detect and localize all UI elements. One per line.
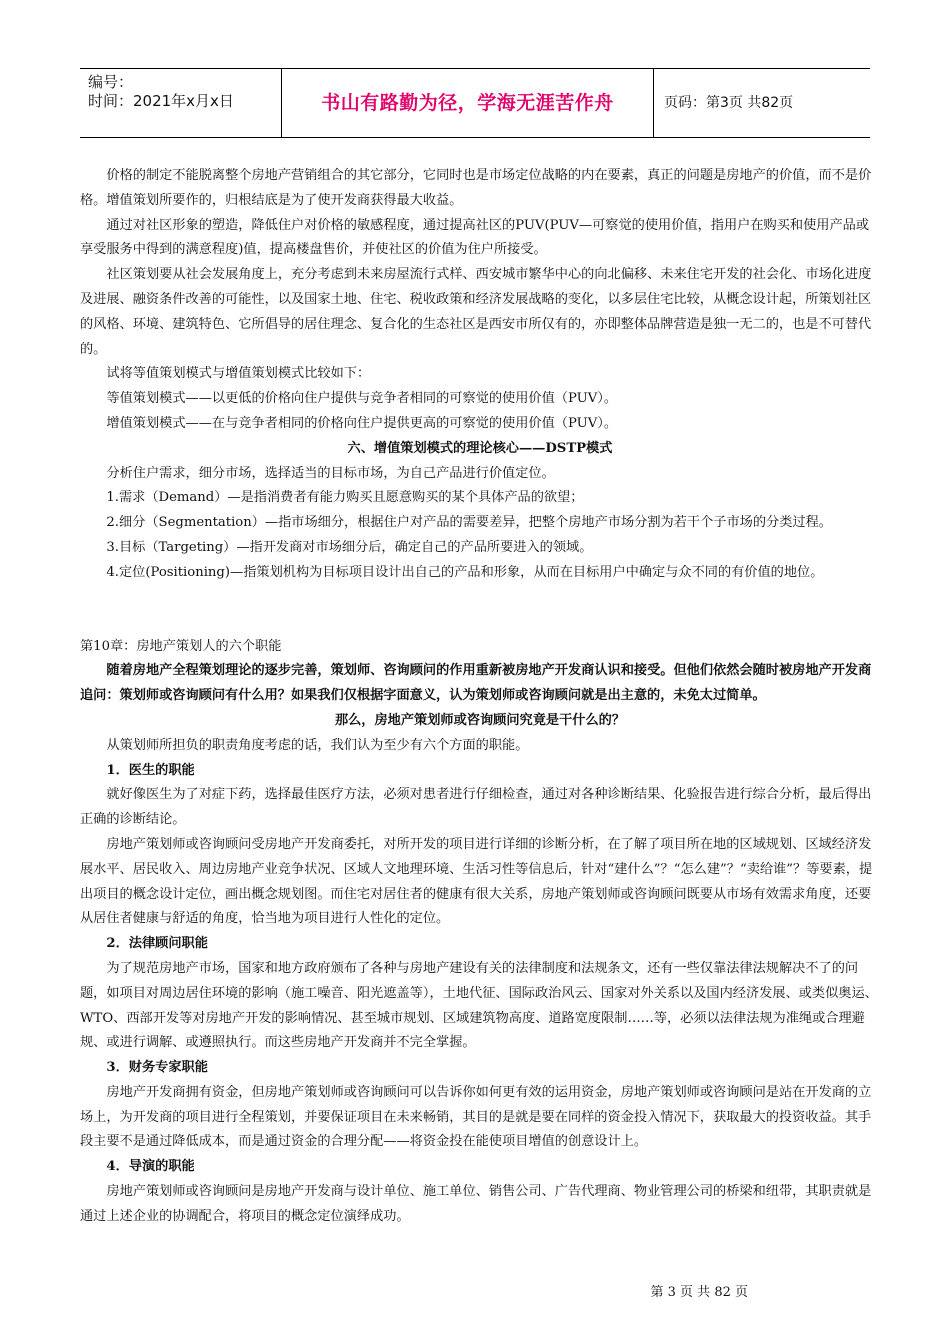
date-label: 时间：2021年x月x日 xyxy=(88,92,234,110)
bold-paragraph: 随着房地产全程策划理论的逐步完善，策划师、咨询顾问的作用重新被房地产开发商认识和接受。但他们依然会随时被房地产开发商追问：策划师或咨询顾问有什么用？如果我们仅根据字面意义，认为策划师或咨询顾问就是出主意的，未免太过简单。 xyxy=(80,663,872,704)
subsection-heading: 1．医生的职能 xyxy=(106,762,195,778)
header-motto: 书山有路勤为径，学海无涯苦作舟 xyxy=(282,69,654,137)
paragraph: 价格的制定不能脱离整个房地产营销组合的其它部分，它同时也是市场定位战略的内在要素，真正的问题是房地产的价值，而不是价格。增值策划所要作的，归根结底是为了使开发商获得最大收益。 xyxy=(80,168,872,208)
page-footer: 第 3 页 共 82 页 xyxy=(650,1285,748,1300)
paragraph: 从策划师所担负的职责角度考虑的话，我们认为至少有六个方面的职能。 xyxy=(106,737,529,753)
paragraph: 为了规范房地产市场，国家和地方政府颁布了各种与房地产建设有关的法律制度和法规条文，还有一些仅靠法律法规解决不了的问题，如项目对周边居住环境的影响（施工噪音、阳光遮盖等），土地代征、国际政治风云、国家对外关系以及国内经济发展、或类似奥运、WTO、西部开发等对房地产开发的影响情况、甚至城市规划、区域建筑物高度、道路宽度限制……等，必须以法律法规为准绳或合理避规、或进行调解、或遵照执行。而这些房地产开发商并不完全掌握。 xyxy=(80,960,878,1051)
paragraph: 房地产策划师或咨询顾问受房地产开发商委托，对所开发的项目进行详细的诊断分析，在了解了项目所在地的区域规划、区域经济发展水平、居民收入、周边房地产业竞争状况、区域人文地理环境、生活习性等信息后，针对“建什么”？“怎么建”？“卖给谁”？等要素，提出项目的概念设计定位，画出概念规划图。而住宅对居住者的健康有很大关系，房地产策划师或咨询顾问既要从市场有效需求角度，还要从居住者健康与舒适的角度，恰当地为项目进行人性化的定位。 xyxy=(80,836,873,927)
header-meta xyxy=(80,69,282,137)
paragraph: 分析住户需求，细分市场，选择适当的目标市场，为自己产品进行价值定位。 xyxy=(106,465,555,481)
paragraph: 房地产策划师或咨询顾问是房地产开发商与设计单位、施工单位、销售公司、广告代理商、物业管理公司的桥梁和纽带，其职责就是通过上述企业的协调配合，将项目的概念定位演绎成功。 xyxy=(80,1184,872,1224)
page-header xyxy=(80,68,870,138)
subsection-heading: 2．法律顾问职能 xyxy=(106,936,208,952)
document-body xyxy=(80,164,880,1230)
section-heading: 六、增值策划模式的理论核心——DSTP模式 xyxy=(347,440,613,456)
list-item: 4.定位(Positioning)—指策划机构为目标项目设计出自己的产品和形象，从而在目标用户中确定与众不同的有价值的地位。 xyxy=(106,564,824,580)
list-item: 2.细分（Segmentation）—指市场细分，根据住户对产品的需要差异，把整个房地产市场分割为若干个子市场的分类过程。 xyxy=(106,515,832,531)
header-page-label: 页码：第3页 共82页 xyxy=(664,95,794,111)
chapter-title: 第10章：房地产策划人的六个职能 xyxy=(80,638,282,654)
paragraph: 试将等值策划模式与增值策划模式比较如下： xyxy=(106,366,371,382)
list-item: 1.需求（Demand）—是指消费者有能力购买且愿意购买的某个具体产品的欲望； xyxy=(106,490,584,506)
paragraph: 等值策划模式——以更低的价格向住户提供与竞争者相同的可察觉的使用价值（PUV）。 xyxy=(106,391,618,407)
paragraph: 社区策划要从社会发展角度上，充分考虑到未来房屋流行式样、西安城市繁华中心的向北偏移、未来住宅开发的社会化、市场化进度及进展、融资条件改善的可能性，以及国家土地、住宅、税收政策和经济发展战略的变化，以多层住宅比较，从概念设计起，所策划社区的风格、环境、建筑特色、它所倡导的居住理念、复合化的生态社区是西安市所仅有的，亦即整体品牌营造是独一无二的，也是不可替代的。 xyxy=(80,267,872,357)
paragraph: 增值策划模式——在与竞争者相同的价格向住户提供更高的可察觉的使用价值（PUV）。 xyxy=(106,415,618,431)
list-item: 3.目标（Targeting）—指开发商对市场细分后，确定自己的产品所要进入的领域。 xyxy=(106,539,593,555)
bold-question: 那么，房地产策划师或咨询顾问究竟是干什么的？ xyxy=(334,712,626,728)
number-label: 编号： xyxy=(88,73,134,91)
subsection-heading: 4．导演的职能 xyxy=(106,1159,195,1175)
spacer xyxy=(80,586,880,635)
paragraph: 通过对社区形象的塑造，降低住户对价格的敏感程度，通过提高社区的PUV(PUV—可察觉的使用价值，指用户在购买和使用产品或享受服务中得到的满意程度)值，提高楼盘售价，并使社区的价值为住户所接受。 xyxy=(80,217,870,258)
subsection-heading: 3．财务专家职能 xyxy=(106,1060,208,1076)
paragraph: 就好像医生为了对症下药，选择最佳医疗方法，必须对患者进行仔细检查，通过对各种诊断结果、化验报告进行综合分析，最后得出正确的诊断结论。 xyxy=(80,787,872,828)
paragraph: 房地产开发商拥有资金，但房地产策划师或咨询顾问可以告诉你如何更有效的运用资金，房地产策划师或咨询顾问是站在开发商的立场上，为开发商的项目进行全程策划，并要保证项目在未来畅销，其目的是就是要在同样的资金投入情况下，获取最大的投资收益。其手段主要不是通过降低成本，而是通过资金的合理分配——将资金投在能使项目增值的创意设计上。 xyxy=(80,1084,872,1150)
